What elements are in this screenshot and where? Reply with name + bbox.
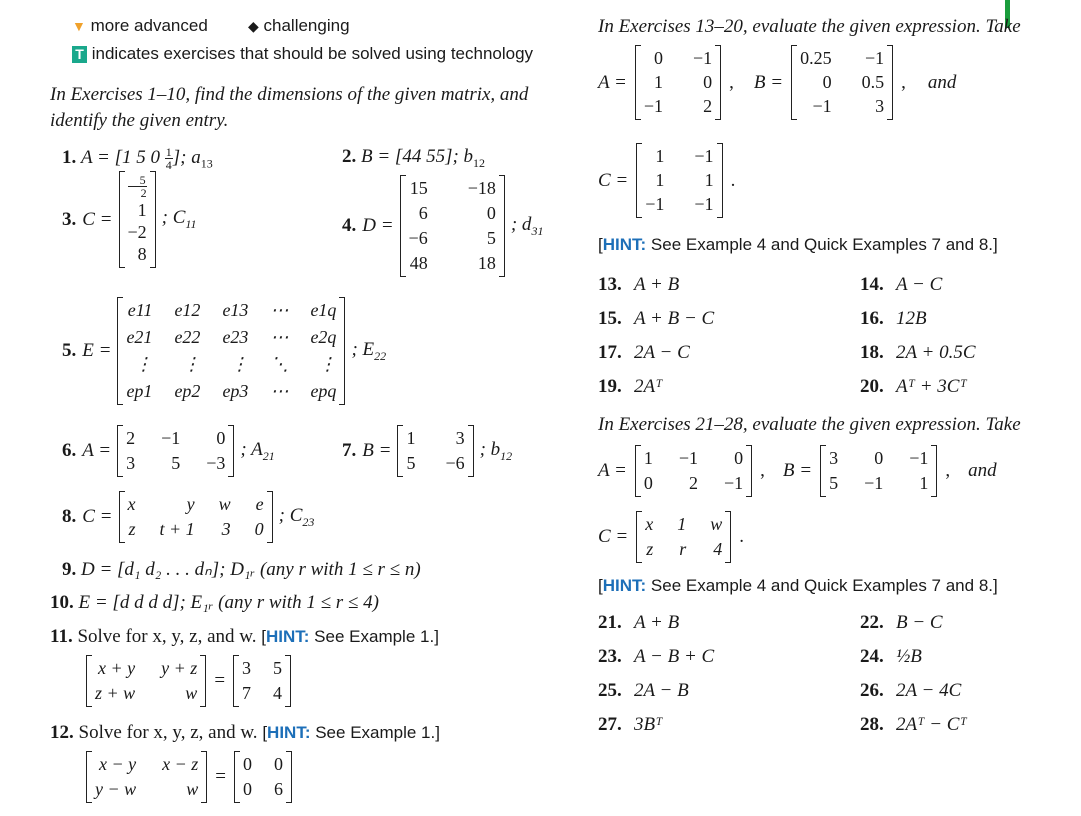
legend-technology: T indicates exercises that should be solved using technology [72,44,533,64]
hint-21-28: [HINT: See Example 4 and Quick Examples 7 and 8.] [598,576,998,595]
legend-advanced: ▼ more advanced [72,16,208,35]
exercise-5: 5. E = e11 e12 e13 ⋯ e1q e21 e22 e23 ⋯ e2q ⋮ ⋮ ⋮ ⋱ ⋮ ep1 ep2 ep3 ⋯ epq ; $E_{22}$ [62,298,386,404]
hint-label: HINT: [602,576,647,595]
matrix-E-ex5: e11 e12 e13 ⋯ e1q e21 e22 e23 ⋯ e2q ⋮ ⋮ ⋮ ⋱ ⋮ ep1 ep2 ep3 ⋯ epq [117,298,345,404]
exercise-11-equation: x + y y + z z + w w = 3 5 7 4 [86,656,291,706]
exercise-8: 8. C = x y w e z t + 1 3 0 ; $C_{23}$ [62,492,314,542]
exercise-6: 6. A = 2 −1 0 3 5 −3 ; $A_{21}$ [62,426,275,476]
intro-exercises-13-20: In Exercises 13–20, evaluate the given expression. Take [598,16,1021,37]
exercise-7: 7. B = 1 3 5 −6 ; $b_{12}$ [342,426,512,476]
exercise-1: 1. A = [1 5 0 $\frac{1}{4}$ ]; $a_{13}$ [62,145,213,172]
matrix-rhs-ex11: 3 5 7 4 [233,656,291,706]
matrix-A-ex6: 2 −1 0 3 5 −3 [117,426,234,476]
hint-label: HINT: [266,627,310,646]
matrices-A-B: A = 0 −1 1 0 −1 2 , B = 0.25 −1 0 0.5 −1 3 , and [598,46,956,119]
hint-label: HINT: [602,235,647,254]
matrices-A2-B2: A = 1 −1 0 0 2 −1 , B = 3 0 −1 5 −1 1 , and [598,446,997,496]
matrix-C-13-20: 1 −1 1 1 −1 −1 [636,144,722,217]
matrix-B-ex7: 1 3 5 −6 [397,426,473,476]
exercise-10: 10. E = [d d d d]; E₁ᵣ (any r with 1 ≤ r ≤ 4) [50,592,379,613]
exercises-13-20-list: 13. A + B 14. A − C 15. A + B − C 16. 12B 17. 2A − C 18. 2A + 0.5C 19. 2Aᵀ 20. Aᵀ + 3Cᵀ [598,274,976,397]
legend-challenging: ◆ challenging [248,16,350,35]
exercise-11: 11. Solve for x, y, z, and w. [HINT: See Example 1.] [50,626,439,647]
matrix-A-21-28: 1 −1 0 0 2 −1 [635,446,752,496]
intro-exercises-1-10-line2: identify the given entry. [50,110,229,131]
matrix-C-ex8: x y w e z t + 1 3 0 [119,492,273,542]
diamond-icon: ◆ [248,18,259,34]
exercise-12: 12. Solve for x, y, z, and w. [HINT: See Example 1.] [50,722,440,743]
exercise-4: 4. D = 15 −18 6 0 −6 5 48 18 ; $d_{31}$ [342,176,543,276]
matrix-D-ex4: 15 −18 6 0 −6 5 48 18 [400,176,505,276]
intro-exercises-21-28: In Exercises 21–28, evaluate the given expression. Take [598,414,1021,435]
matrix-B-21-28: 3 0 −1 5 −1 1 [820,446,937,496]
fraction-five-halves: $\frac{5}{2}$ [128,174,147,199]
technology-icon: T [72,46,87,63]
matrix-C-row: C = 1 −1 1 1 −1 −1 . [598,144,735,217]
matrix-C-21-28: x 1 w z r 4 [636,512,731,562]
hint-label: HINT: [267,723,311,742]
matrix-rhs-ex12: 0 0 0 6 [234,752,292,802]
exercise-2: 2. B = [44 55]; $b_{12}$ [342,146,486,170]
exercise-3: 3. C = $\frac{5}{2}$ 1 −2 8 ; $C_{11}$ [62,172,197,267]
exercise-9: 9. D = [d₁ d₂ . . . dₙ]; D₁ᵣ (any r with 1 ≤ r ≤ n) [62,559,421,580]
matrix-lhs-ex11: x + y y + z z + w w [86,656,206,706]
intro-exercises-1-10: In Exercises 1–10, find the dimensions of the given matrix, and [50,84,529,105]
fraction-one-quarter: $\frac{1}{4}$ [165,145,172,172]
matrix-C2-row: C = x 1 w z r 4 . [598,512,744,562]
exercises-21-28-list: 21. A + B 22. B − C 23. A − B + C 24. ½B 25. 2A − B 26. 2A − 4C 27. 3Bᵀ 28. 2Aᵀ − Cᵀ [598,612,967,735]
matrix-A-13-20: 0 −1 1 0 −1 2 [635,46,721,119]
down-triangle-icon: ▼ [72,18,86,34]
matrix-lhs-ex12: x − y x − z y − w w [86,752,207,802]
exercise-12-equation: x − y x − z y − w w = 0 0 0 6 [86,752,292,802]
matrix-B-13-20: 0.25 −1 0 0.5 −1 3 [791,46,893,119]
hint-13-20: [HINT: See Example 4 and Quick Examples 7 and 8.] [598,235,998,254]
matrix-C-ex3: $\frac{5}{2}$ 1 −2 8 [119,172,156,267]
